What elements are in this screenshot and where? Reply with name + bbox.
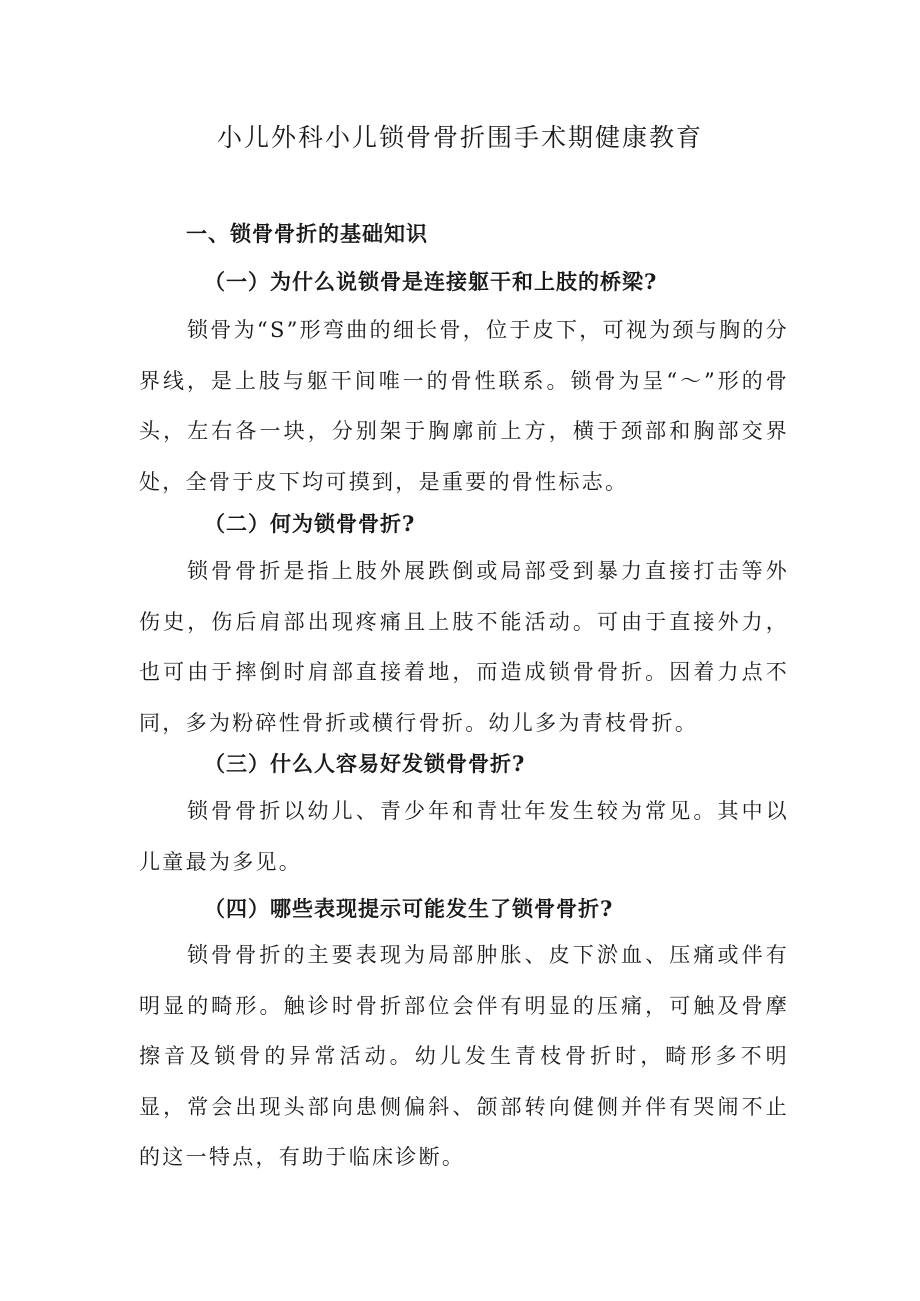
subheading-bridge: （一）为什么说锁骨是连接躯干和上肢的桥梁? — [204, 269, 658, 294]
paragraph-bridge: 锁骨为“S”形弯曲的细长骨，位于皮下，可视为颈与胸的分界线，是上肢与躯干间唯一的骨性联系。锁骨为呈“～”形的骨头，左右各一块，分别架于胸廓前上方，横于颈部和胸部交界处，全骨于皮下均可摸到，是重要的骨性标志。 — [139, 318, 789, 494]
subheading-susceptible: （三）什么人容易好发锁骨骨折? — [204, 751, 526, 776]
subheading-symptoms: （四）哪些表现提示可能发生了锁骨骨折? — [204, 896, 614, 921]
document-title: 小儿外科小儿锁骨骨折围手术期健康教育 — [216, 123, 703, 152]
paragraph-susceptible: 锁骨骨折以幼儿、青少年和青壮年发生较为常见。其中以儿童最为多见。 — [139, 799, 789, 874]
subheading-definition: （二）何为锁骨骨折? — [204, 511, 416, 536]
paragraph-definition: 锁骨骨折是指上肢外展跌倒或局部受到暴力直接打击等外伤史，伤后肩部出现疼痛且上肢不能活动。可由于直接外力，也可由于摔倒时肩部直接着地，而造成锁骨骨折。因着力点不同，多为粉碎性骨折或横行骨折。幼儿多为青枝骨折。 — [139, 559, 789, 735]
section-heading-basics: 一、锁骨骨折的基础知识 — [186, 221, 428, 246]
paragraph-symptoms: 锁骨骨折的主要表现为局部肿胀、皮下淤血、压痛或伴有明显的畸形。触诊时骨折部位会伴有明显的压痛，可触及骨摩擦音及锁骨的异常活动。幼儿发生青枝骨折时，畸形多不明显，常会出现头部向患侧偏斜、颌部转向健侧并伴有哭闹不止的这一特点，有助于临床诊断。 — [139, 943, 789, 1169]
